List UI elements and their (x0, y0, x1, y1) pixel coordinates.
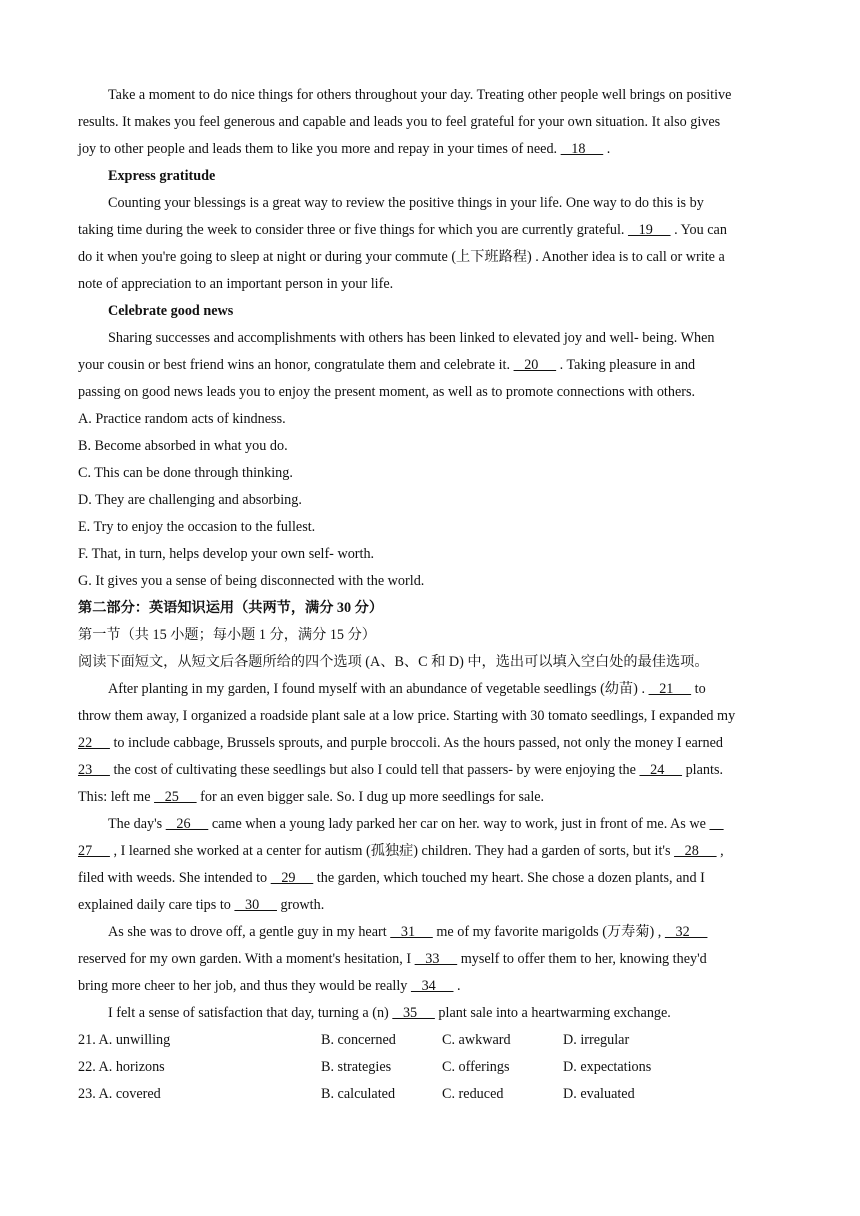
section-subtitle: 第一节（共 15 小题；每小题 1 分，满分 15 分） (78, 627, 376, 643)
question-22 (78, 1054, 782, 1081)
text-line: passing on good news leads you to enjoy the present moment, as well as to promote connections with others. (78, 384, 696, 400)
cloze-line (78, 973, 782, 1000)
text-line: results. It makes you feel generous and capable and leads you to feel grateful for your own situation. It also gives (78, 114, 721, 130)
cloze-text: reserved for my own garden. With a moment's hesitation, I (78, 951, 415, 967)
blank: 32 (664, 924, 708, 940)
option-g: G. It gives you a sense of being disconnected with the world. (78, 573, 425, 589)
choice-b[interactable]: B. strategies (321, 1059, 392, 1075)
cloze-text: the garden, which touched my heart. She chose a dozen plants, and I (313, 870, 705, 886)
cloze-text: me of my favorite marigolds (万寿菊) , (432, 924, 665, 940)
cloze-text: , I learned she worked at a center for autism (孤独症) children. They had a garden of sorts, but it's (109, 843, 675, 859)
cloze-line (78, 838, 782, 865)
blank (709, 816, 723, 832)
option-e: E. Try to enjoy the occasion to the fullest. (78, 519, 316, 535)
blank: 21 (648, 681, 692, 697)
blank-20: 20 (513, 357, 557, 373)
section-title: 第二部分：英语知识运用（共两节，满分 30 分） (78, 600, 384, 616)
text-line-with-blank: taking time during the week to consider three or five things for which you are currently grateful. 19 . You can (78, 222, 727, 238)
cloze-text: for an even bigger sale. So. I dug up more seedlings for sale. (196, 789, 545, 805)
cloze-line (78, 919, 782, 946)
cloze-line (78, 1000, 782, 1027)
cloze-text: the cost of cultivating these seedlings but also I could tell that passers- by were enjoying the (109, 762, 640, 778)
text-line: Take a moment to do nice things for others throughout your day. Treating other people well brings on positive (108, 87, 732, 103)
blank: 26 (165, 816, 209, 832)
blank: 23 (78, 762, 110, 778)
cloze-text: explained daily care tips to (78, 897, 235, 913)
text-line: note of appreciation to an important person in your life. (78, 276, 394, 292)
choice-d[interactable]: D. evaluated (563, 1086, 635, 1102)
choice-a[interactable]: 23. A. covered (78, 1086, 161, 1102)
choice-d[interactable]: D. expectations (563, 1059, 652, 1075)
text-line: Sharing successes and accomplishments with others has been linked to elevated joy and well- being. When (108, 330, 715, 346)
cloze-text: After planting in my garden, I found myself with an abundance of vegetable seedlings (幼苗) . (108, 681, 649, 697)
choice-c[interactable]: C. reduced (442, 1086, 504, 1102)
text-line: Counting your blessings is a great way to review the positive things in your life. One way to do this is by (108, 195, 704, 211)
section-heading: Celebrate good news (108, 303, 234, 319)
cloze-line (78, 811, 782, 838)
question-23 (78, 1081, 782, 1108)
option-f: F. That, in turn, helps develop your own self- worth. (78, 546, 375, 562)
cloze-text: As she was to drove off, a gentle guy in my heart (108, 924, 391, 940)
cloze-line (78, 703, 782, 730)
cloze-line (78, 757, 782, 784)
option-c: C. This can be done through thinking. (78, 465, 293, 481)
blank: 28 (674, 843, 717, 859)
text-line-with-blank: joy to other people and leads them to like you more and repay in your times of need. 18 . (78, 141, 611, 157)
cloze-text: to (691, 681, 706, 697)
choice-a[interactable]: 22. A. horizons (78, 1059, 165, 1075)
cloze-line (78, 784, 782, 811)
choice-b[interactable]: B. calculated (321, 1086, 396, 1102)
cloze-text: myself to offer them to her, knowing they'd (457, 951, 707, 967)
blank: 27 (78, 843, 110, 859)
cloze-text: plant sale into a heartwarming exchange. (434, 1005, 671, 1021)
text-line: do it when you're going to sleep at night or during your commute (上下班路程) . Another idea is to call or write a (78, 249, 725, 265)
option-d: D. They are challenging and absorbing. (78, 492, 302, 508)
option-b: B. Become absorbed in what you do. (78, 438, 288, 454)
cloze-text: plants. (682, 762, 724, 778)
choice-c[interactable]: C. awkward (442, 1032, 511, 1048)
instruction: 阅读下面短文，从短文后各题所给的四个选项 (A、B、C 和 D) 中，选出可以填入空白处的最佳选项。 (78, 654, 709, 670)
cloze-line (78, 730, 782, 757)
blank-18: 18 (560, 141, 604, 157)
cloze-text: , (716, 843, 724, 859)
cloze-text: came when a young lady parked her car on her. way to work, just in front of me. As we (208, 816, 710, 832)
cloze-text: growth. (276, 897, 325, 913)
blank: 25 (154, 789, 197, 805)
cloze-line (78, 676, 782, 703)
cloze-text: . (453, 978, 461, 994)
blank: 35 (392, 1005, 435, 1021)
cloze-text: to include cabbage, Brussels sprouts, and purple broccoli. As the hours passed, not only the money I earned (109, 735, 723, 751)
choice-c[interactable]: C. offerings (442, 1059, 510, 1075)
cloze-line (78, 892, 782, 919)
question-21 (78, 1027, 782, 1054)
cloze-text: This: left me (78, 789, 155, 805)
choice-b[interactable]: B. concerned (321, 1032, 396, 1048)
cloze-text: throw them away, I organized a roadside plant sale at a low price. Starting with 30 tomato seedlings, I expanded my (78, 708, 736, 724)
blank: 24 (639, 762, 683, 778)
cloze-passage (78, 676, 782, 1027)
blank: 33 (414, 951, 458, 967)
blank-19: 19 (627, 222, 671, 238)
cloze-text: filed with weeds. She intended to (78, 870, 271, 886)
section-heading: Express gratitude (108, 168, 216, 184)
blank: 29 (270, 870, 314, 886)
blank: 31 (390, 924, 433, 940)
blank: 30 (234, 897, 277, 913)
cloze-text: bring more cheer to her job, and thus they would be really (78, 978, 411, 994)
blank: 34 (410, 978, 454, 994)
document-page (78, 82, 782, 1108)
choice-d[interactable]: D. irregular (563, 1032, 630, 1048)
cloze-text: I felt a sense of satisfaction that day, turning a (n) (108, 1005, 393, 1021)
cloze-text: The day's (108, 816, 166, 832)
blank: 22 (78, 735, 110, 751)
text-line-with-blank: your cousin or best friend wins an honor, congratulate them and celebrate it. 20 . Taking pleasure in and (78, 357, 696, 373)
choice-a[interactable]: 21. A. unwilling (78, 1032, 171, 1048)
cloze-line (78, 865, 782, 892)
option-a: A. Practice random acts of kindness. (78, 411, 286, 427)
cloze-line (78, 946, 782, 973)
